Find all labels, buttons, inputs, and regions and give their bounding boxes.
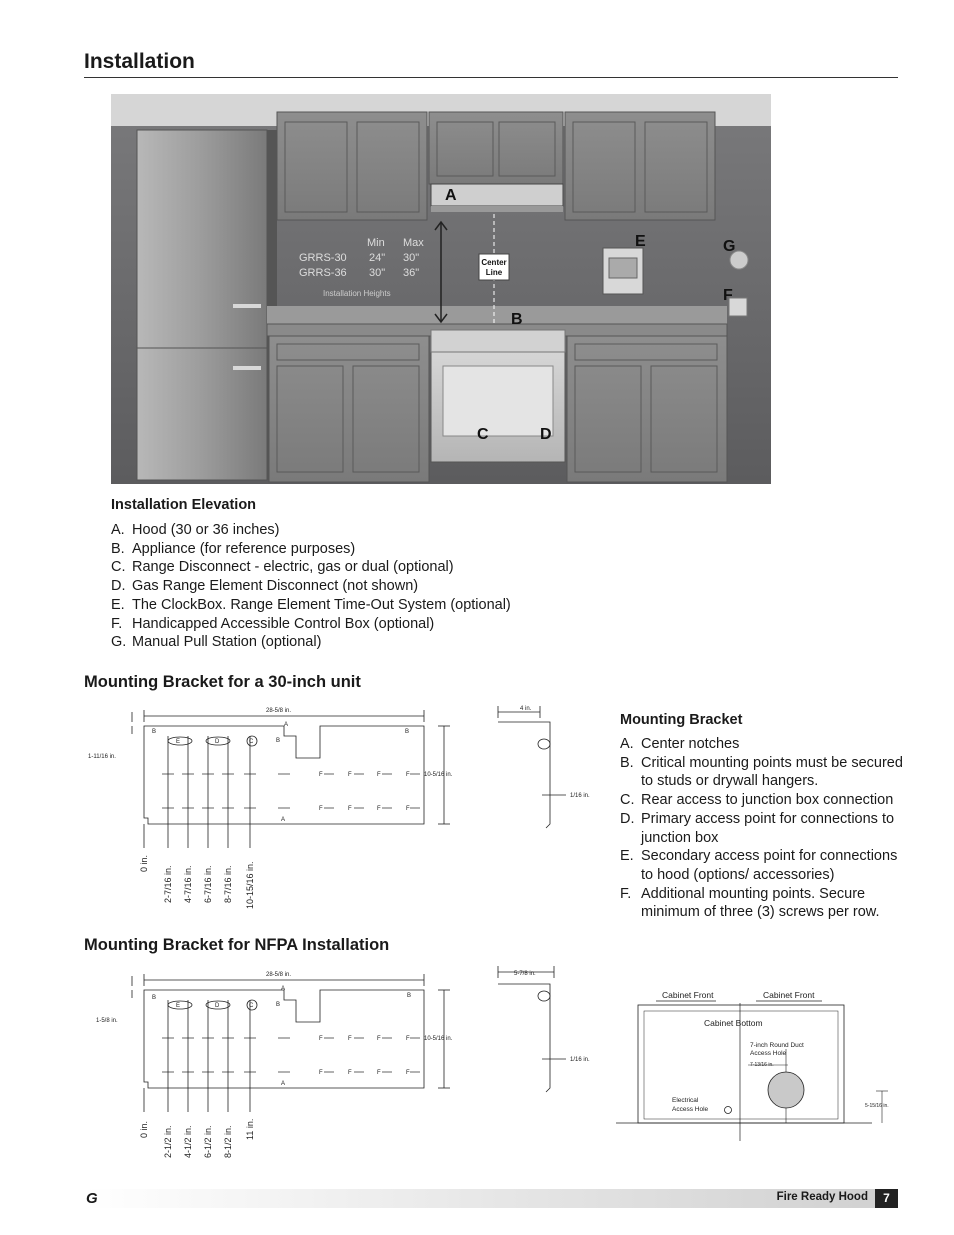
elevation-heading: Installation Elevation [111,497,257,513]
callout-f: F [723,287,733,304]
list-item: F. Additional mounting points. Secure minimum of three (3) screws per row. [620,885,880,921]
duct-label-1: 7-inch Round Duct [750,1042,804,1049]
table-min-30: 24" [369,252,386,264]
cabinet-front-left: Cabinet Front [662,990,714,1000]
label-f: F [406,1036,410,1042]
label-f: F [319,1070,323,1076]
callout-b: B [511,311,523,328]
list-item: G. Manual Pull Station (optional) [111,634,322,651]
table-model-30: GRRS-30 [299,252,347,264]
list-item: D. Primary access point for connections to junction box [620,810,895,846]
bracket30-tick-1: 2-7/16 in. [163,865,173,903]
table-model-36: GRRS-36 [299,267,347,279]
label-b: B [407,993,412,999]
label-f: F [377,806,381,812]
label-d: D [215,1003,220,1009]
label-f: F [406,772,410,778]
label-a: A [281,817,286,823]
bracketnfpa-side-small: 1/16 in. [570,1057,590,1063]
label-a: A [284,722,289,728]
center-line-2: Line [485,268,503,277]
page-title: Installation [84,50,195,73]
bracket30-tick-0: 0 in. [139,854,149,872]
bracketnfpa-height: 10-5/16 in. [424,1036,453,1042]
table-caption: Installation Heights [323,289,391,298]
label-b: B [152,995,157,1001]
label-f: F [319,1036,323,1042]
table-max-30: 30" [403,252,420,264]
label-b: B [152,729,157,735]
bracketnfpa-top-offset: 1-5/8 in. [96,1018,118,1024]
page-footer [84,1189,898,1208]
bracket30-height: 10-5/16 in. [424,772,453,778]
label-f: F [348,1036,352,1042]
duct-dim: 7-13/16 in. [750,1062,774,1068]
bracketnfpa-side-depth: 5-7/8 in. [514,971,536,977]
bracket30-tick-4: 8-7/16 in. [223,865,233,903]
electrical-label-1: Electrical [672,1097,699,1104]
label-f: F [348,1070,352,1076]
bracketnfpa-tick-5: 11 in. [245,1118,255,1140]
table-min-36: 30" [369,267,386,279]
label-d: D [215,739,220,745]
list-item: C. Rear access to junction box connection [620,792,894,809]
page-number: 7 [875,1189,898,1208]
label-c: C [249,1003,254,1009]
cabinet-bottom-label: Cabinet Bottom [704,1018,763,1028]
bracket30-width: 28-5/8 in. [266,708,292,714]
bracketnfpa-heading: Mounting Bracket for NFPA Installation [84,936,390,954]
list-item: C. Range Disconnect - electric, gas or dual (optional) [111,559,454,576]
electrical-label-2: Access Hole [672,1106,709,1113]
title-rule [84,77,898,78]
label-c: C [249,739,254,745]
mounting-list [620,735,910,922]
bracketnfpa-drawing [84,962,604,1182]
list-item: E. Secondary access point for connections to hood (options/ accessories) [620,848,898,883]
table-max-36: 36" [403,267,420,279]
bracketnfpa-tick-2: 4-1/2 in. [183,1125,193,1158]
label-b: B [405,729,410,735]
bracket30-side-depth: 4 in. [520,706,532,712]
bracketnfpa-tick-0: 0 in. [139,1120,149,1138]
callout-d: D [540,426,552,443]
table-header-max: Max [403,237,424,249]
label-f: F [319,772,323,778]
cabinet-diagram [612,985,912,1145]
cabinet-side-dim: 5-15/16 in. [865,1103,889,1109]
callout-g: G [723,238,736,255]
brand-logo: G [86,1190,98,1207]
bracket30-heading: Mounting Bracket for a 30-inch unit [84,673,361,691]
bracketnfpa-width: 28-5/8 in. [266,972,292,978]
label-a: A [281,1081,286,1087]
bracket30-tick-5: 10-15/16 in. [245,861,255,909]
bracket30-tick-3: 6-7/16 in. [203,865,213,903]
duct-label-2: Access Hole [750,1050,787,1057]
label-f: F [319,806,323,812]
label-f: F [377,1070,381,1076]
bracketnfpa-tick-3: 6-1/2 in. [203,1125,213,1158]
callout-e: E [635,233,646,250]
list-item: E. The ClockBox. Range Element Time-Out System (optional) [111,596,511,613]
list-item: F. Handicapped Accessible Control Box (optional) [111,615,435,632]
cabinet-front-right: Cabinet Front [763,990,815,1000]
footer-title: Fire Ready Hood [776,1191,868,1203]
bracket30-tick-2: 4-7/16 in. [183,865,193,903]
installation-photo [111,94,771,484]
bracketnfpa-tick-1: 2-1/2 in. [163,1125,173,1158]
label-b: B [276,738,281,744]
label-b: B [276,1002,281,1008]
elevation-list [111,521,631,652]
label-f: F [377,1036,381,1042]
list-item: B. Appliance (for reference purposes) [111,540,356,557]
bracket30-drawing [84,698,604,918]
label-f: F [348,772,352,778]
bracketnfpa-tick-4: 8-1/2 in. [223,1125,233,1158]
mounting-heading: Mounting Bracket [620,712,743,728]
label-a: A [281,986,286,992]
center-line-1: Center [481,258,507,267]
bracket30-top-offset: 1-11/16 in. [88,754,116,760]
label-f: F [406,1070,410,1076]
list-item: D. Gas Range Element Disconnect (not shown) [111,578,419,595]
table-header-min: Min [367,237,385,249]
label-e: E [176,1003,181,1009]
list-item: A. Center notches [620,736,740,752]
label-f: F [377,772,381,778]
label-f: F [406,806,410,812]
label-e: E [176,739,181,745]
list-item: B. Critical mounting points must be secured to studs or drywall hangers. [620,754,903,790]
callout-c: C [477,426,489,443]
list-item: A. Hood (30 or 36 inches) [111,522,280,538]
callout-a: A [445,187,457,204]
bracket30-side-small: 1/16 in. [570,793,590,799]
label-f: F [348,806,352,812]
